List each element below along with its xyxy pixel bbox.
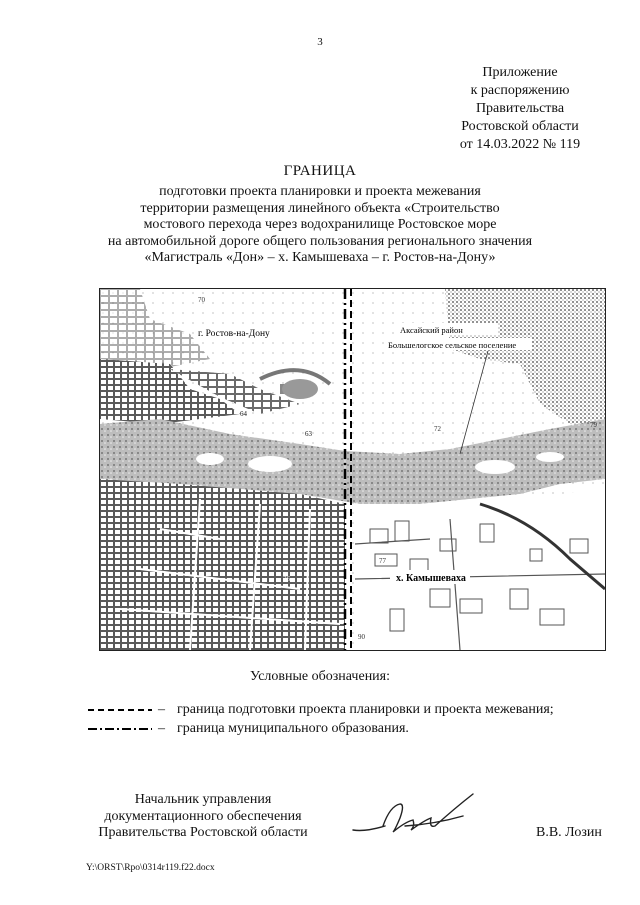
legend-item-planning-boundary (88, 702, 554, 718)
map-svg (100, 289, 605, 650)
position-line: Правительства Ростовской области (98, 825, 308, 840)
map-number: 70 (198, 296, 205, 304)
map-number: 63 (305, 430, 312, 438)
signatory-position (88, 792, 318, 842)
appendix-line: Ростовской области (461, 119, 579, 134)
subtitle-line: территории размещения линейного объекта «Строительство (140, 200, 500, 216)
appendix-line: Правительства (475, 101, 565, 116)
handwritten-signature (345, 786, 495, 841)
map-number: 77 (379, 557, 386, 565)
legend-dash: – (158, 721, 165, 736)
district-label: Аксайский район (400, 325, 463, 335)
page-number: 3 (317, 36, 323, 48)
file-path: Y:\ORST\Rpo\0314r119.f22.docx (86, 863, 215, 873)
document-title: ГРАНИЦА (283, 163, 357, 179)
river-island (248, 456, 292, 472)
village-label: х. Камышеваха (396, 573, 466, 584)
subtitle-line: подготовки проекта планировки и проекта межевания (159, 184, 481, 199)
legend-item-municipal-boundary (88, 721, 409, 737)
river-island (475, 460, 515, 474)
village-area (355, 489, 605, 650)
map-number: 72 (434, 425, 441, 433)
map-number: 90 (358, 633, 365, 641)
appendix-header (440, 64, 600, 154)
boundary-map (99, 288, 606, 651)
legend-text: граница муниципального образования. (177, 721, 409, 736)
dashed-line-symbol (88, 705, 152, 715)
river-island (536, 452, 564, 462)
appendix-line: к распоряжению (470, 83, 570, 98)
river-island (196, 453, 224, 465)
subtitle-line: мостового перехода через водохранилище Ростовское море (143, 217, 497, 232)
document-subtitle (60, 184, 580, 267)
subtitle-line: «Магистраль «Дон» – х. Камышеваха – г. Ростов-на-Дону» (144, 250, 496, 265)
legend-title: Условные обозначения: (249, 669, 391, 684)
legend-dash: – (158, 702, 165, 717)
signatory-name: В.В. Лозин (536, 825, 602, 840)
map-number: 79 (590, 421, 597, 429)
city-label: г. Ростов-на-Дону (198, 329, 270, 339)
position-line: документационного обеспечения (104, 808, 302, 824)
settlement-label: Большелогское сельское поселение (388, 340, 517, 350)
map-number: 64 (240, 410, 247, 418)
pond (282, 379, 318, 399)
position-line: Начальник управления (134, 792, 272, 807)
appendix-line: от 14.03.2022 № 119 (459, 137, 581, 152)
legend-text: граница подготовки проекта планировки и проекта межевания; (177, 702, 554, 717)
appendix-line: Приложение (482, 65, 558, 80)
map-number: 76 (283, 575, 290, 583)
subtitle-line: на автомобильной дороге общего пользования регионального значения (107, 233, 533, 249)
dash-dot-line-symbol (88, 724, 152, 734)
